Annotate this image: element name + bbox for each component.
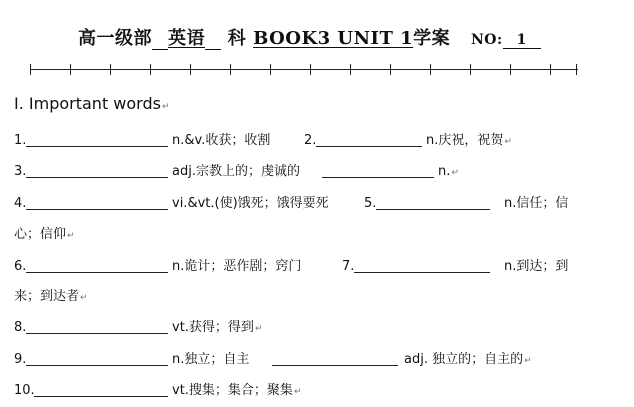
- paragraph-mark-icon: ↵: [293, 387, 302, 397]
- item-meaning: n.↵: [438, 164, 459, 179]
- title-dept: 高一级部: [78, 28, 152, 49]
- item-number: 5.: [364, 196, 377, 211]
- answer-blank[interactable]: [322, 163, 434, 178]
- paragraph-mark-icon: ↵: [524, 356, 532, 366]
- item-number: 4.: [14, 196, 27, 211]
- title-blank-left: [152, 31, 168, 50]
- item-meaning: n.独立；自主: [172, 352, 250, 367]
- answer-blank[interactable]: [26, 351, 168, 366]
- section-title: Ⅰ. Important words: [14, 94, 161, 113]
- item-meaning: vt.获得；得到↵: [172, 320, 263, 335]
- title-no-value: 1: [503, 32, 541, 49]
- item-meaning: adj.宗教上的；虔诚的: [172, 164, 300, 179]
- ruler-tick: [150, 64, 151, 75]
- page-title: [78, 24, 541, 50]
- ruler-tick: [230, 64, 231, 75]
- title-xuean: 学案: [413, 28, 451, 49]
- answer-blank[interactable]: [272, 351, 398, 366]
- paragraph-mark-icon: ↵: [504, 137, 512, 147]
- title-subject: 英语: [168, 28, 205, 49]
- paragraph-mark-icon: ↵: [451, 168, 459, 178]
- paragraph-mark-icon: ↵: [254, 324, 263, 334]
- item-number: 6.: [14, 259, 27, 274]
- answer-blank[interactable]: [354, 258, 490, 273]
- item-number: 9.: [14, 352, 27, 367]
- ruler-tick: [550, 64, 551, 75]
- item-meaning: vt.搜集；集合；聚集↵: [172, 383, 302, 398]
- title-no: [471, 32, 541, 48]
- answer-blank[interactable]: [26, 163, 168, 178]
- answer-blank[interactable]: [376, 195, 490, 210]
- item-meaning: n.&v.收获；收割: [172, 133, 271, 148]
- ruler-tick: [70, 64, 71, 75]
- ruler: [30, 64, 578, 76]
- answer-blank[interactable]: [316, 132, 422, 147]
- title-blank-right: [205, 31, 221, 50]
- title-ke: 科: [227, 28, 247, 49]
- answer-blank[interactable]: [26, 132, 168, 147]
- paragraph-mark-icon: ↵: [80, 293, 88, 303]
- item-number: 8.: [14, 320, 27, 335]
- item-number: 2.: [304, 133, 317, 148]
- item-meaning: n.到达；到: [504, 259, 569, 274]
- ruler-tick: [510, 64, 511, 75]
- item-number: 1.: [14, 133, 27, 148]
- answer-blank[interactable]: [26, 258, 168, 273]
- title-unit: BOOK3 UNIT 1: [253, 28, 414, 49]
- paragraph-mark-icon: ↵: [161, 102, 170, 112]
- ruler-tick: [350, 64, 351, 75]
- answer-blank[interactable]: [34, 382, 168, 397]
- answer-blank[interactable]: [26, 319, 168, 334]
- ruler-tick: [470, 64, 471, 75]
- ruler-tick: [310, 64, 311, 75]
- ruler-tick: [110, 64, 111, 75]
- ruler-tick: [430, 64, 431, 75]
- item-meaning: n.庆祝，祝贺↵: [426, 133, 512, 148]
- item-number: 10.: [14, 383, 35, 398]
- item-meaning-continued: 来；到达者↵: [14, 289, 88, 304]
- item-number: 3.: [14, 164, 27, 179]
- ruler-tick: [190, 64, 191, 75]
- title-no-label: NO:: [470, 32, 503, 48]
- item-meaning: adj. 独立的；自主的↵: [404, 352, 532, 367]
- answer-blank[interactable]: [26, 195, 168, 210]
- item-meaning: n.信任；信: [504, 196, 569, 211]
- item-meaning-continued: 心；信仰↵: [14, 227, 75, 242]
- ruler-tick: [390, 64, 391, 75]
- ruler-tick: [576, 64, 577, 75]
- item-meaning: vi.&vt.(使)饿死；饿得要死: [172, 196, 329, 211]
- paragraph-mark-icon: ↵: [67, 231, 75, 241]
- ruler-tick: [270, 64, 271, 75]
- ruler-tick: [30, 64, 31, 75]
- section-heading: [14, 94, 170, 113]
- item-meaning: n.诡计；恶作剧；窍门: [172, 259, 302, 274]
- ruler-line: [30, 69, 578, 70]
- item-number: 7.: [342, 259, 355, 274]
